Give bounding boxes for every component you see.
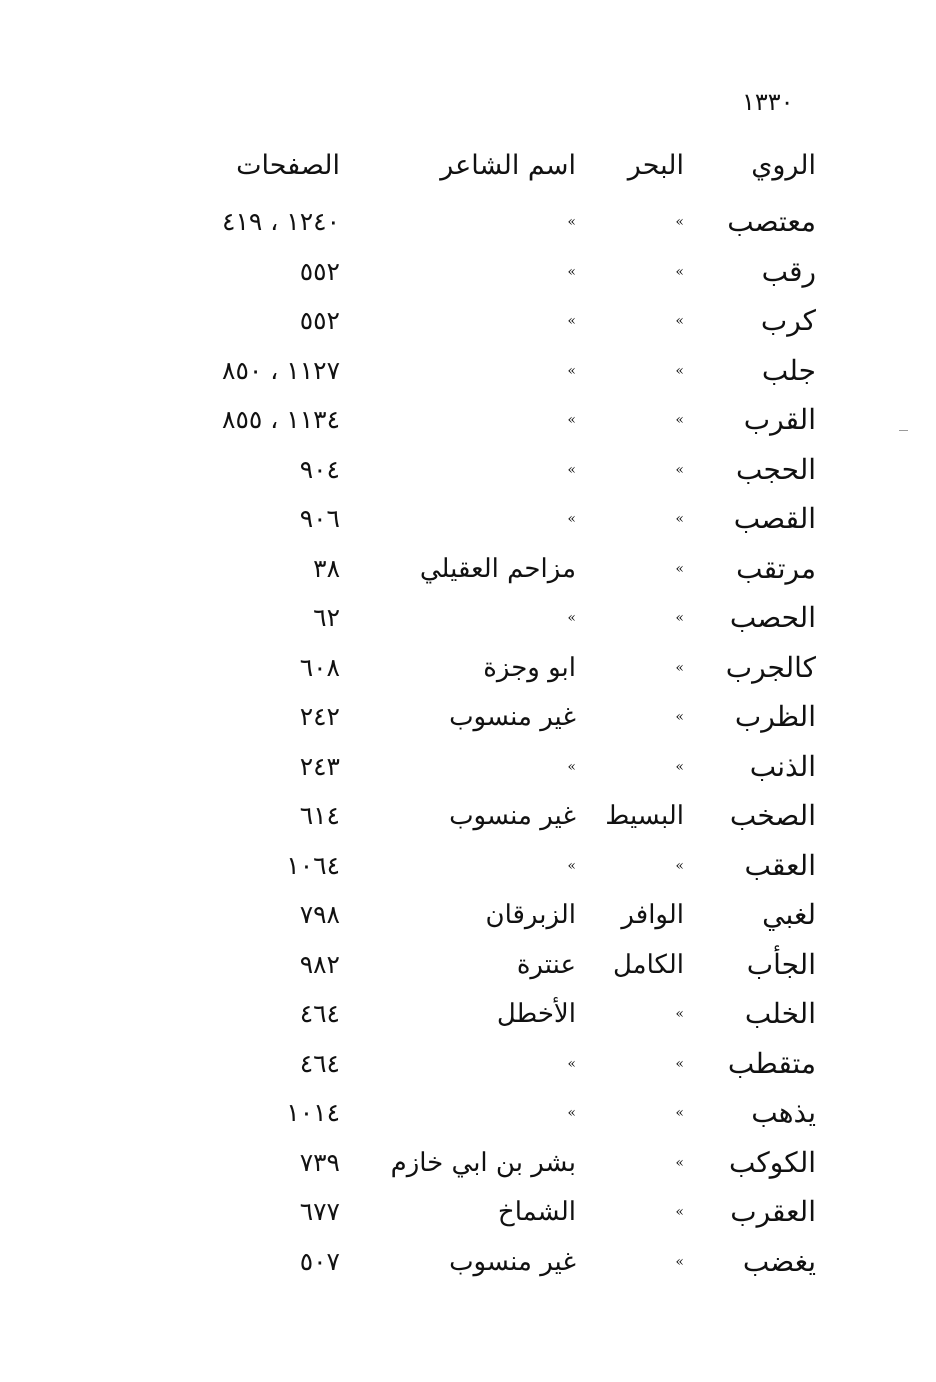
margin-mark <box>899 430 908 431</box>
poet-cell: الشماخ <box>497 1197 576 1227</box>
meter-cell: » <box>675 313 684 329</box>
rawi-cell: جلب <box>761 354 816 387</box>
meter-cell: » <box>675 858 684 874</box>
rawi-cell: متقطب <box>727 1047 816 1080</box>
rawi-cell: القرب <box>743 403 816 436</box>
rawi-cell: العقب <box>744 849 816 882</box>
rawi-cell: معتصب <box>727 205 816 238</box>
table-row <box>0 499 936 539</box>
table-row <box>0 1143 936 1183</box>
meter-cell: » <box>675 214 684 230</box>
poet-cell: غير منسوب <box>449 801 576 831</box>
meter-cell: الكامل <box>612 950 684 980</box>
rawi-cell: يذهب <box>751 1096 816 1129</box>
poet-cell: » <box>567 264 576 280</box>
rawi-cell: مرتقب <box>736 552 816 585</box>
pages-cell: ٦٧٧ <box>299 1197 340 1226</box>
pages-cell: ١٠١٤ <box>286 1098 340 1127</box>
table-row <box>0 202 936 242</box>
rawi-cell: الخلب <box>744 997 816 1030</box>
table-row <box>0 252 936 292</box>
meter-cell: » <box>675 1155 684 1171</box>
poet-cell: غير منسوب <box>449 702 576 732</box>
pages-cell: ٢٤٢ <box>299 702 340 731</box>
pages-cell: ٤٦٤ <box>299 1049 340 1078</box>
meter-cell: » <box>675 363 684 379</box>
meter-cell: الوافر <box>621 900 684 930</box>
pages-cell: ٧٩٨ <box>299 900 340 929</box>
table-row <box>0 1044 936 1084</box>
poet-cell: » <box>567 759 576 775</box>
table-row <box>0 549 936 589</box>
pages-cell: ٥٥٢ <box>299 306 340 335</box>
table-row <box>0 1242 936 1282</box>
pages-cell: ١٠٦٤ <box>286 851 340 880</box>
meter-cell: » <box>675 709 684 725</box>
pages-cell: ٩٠٦ <box>299 504 340 533</box>
pages-cell: ٢٤٣ <box>299 752 340 781</box>
rawi-cell: الذنب <box>749 750 816 783</box>
poet-cell: » <box>567 1056 576 1072</box>
pages-cell: ٥٠٧ <box>299 1247 340 1276</box>
pages-cell: ٧٣٩ <box>299 1148 340 1177</box>
pages-cell: ٤٦٤ <box>299 999 340 1028</box>
meter-cell: » <box>675 561 684 577</box>
rawi-cell: الجأب <box>746 948 816 981</box>
table-row <box>0 301 936 341</box>
meter-cell: » <box>675 1105 684 1121</box>
rawi-cell: الحجب <box>736 453 816 486</box>
table-row <box>0 697 936 737</box>
pages-cell: ٥٥٢ <box>299 257 340 286</box>
poet-cell: » <box>567 511 576 527</box>
meter-cell: » <box>675 660 684 676</box>
rawi-cell: رقب <box>761 255 816 288</box>
table-row <box>0 895 936 935</box>
header-bahr: البحر <box>627 150 684 181</box>
pages-cell: ٣٨ <box>313 554 340 583</box>
table-row <box>0 598 936 638</box>
meter-cell: » <box>675 610 684 626</box>
pages-cell: ١١٣٤ ، ٨٥٥ <box>222 405 340 434</box>
meter-cell: » <box>675 264 684 280</box>
meter-cell: » <box>675 1056 684 1072</box>
poet-cell: » <box>567 462 576 478</box>
poet-cell: الزبرقان <box>485 900 576 930</box>
poet-cell: » <box>567 412 576 428</box>
table-row <box>0 400 936 440</box>
meter-cell: » <box>675 759 684 775</box>
rawi-cell: كالجرب <box>725 651 816 684</box>
meter-cell: » <box>675 1254 684 1270</box>
table-row <box>0 351 936 391</box>
header-rawi: الروي <box>751 150 816 181</box>
table-row <box>0 1192 936 1232</box>
table-row <box>0 1093 936 1133</box>
pages-cell: ٩٨٢ <box>299 950 340 979</box>
poet-cell: عنترة <box>516 950 576 980</box>
poet-cell: » <box>567 1105 576 1121</box>
meter-cell: » <box>675 1204 684 1220</box>
rawi-cell: الكوكب <box>728 1146 816 1179</box>
poet-cell: » <box>567 363 576 379</box>
rawi-cell: الظرب <box>734 700 816 733</box>
poet-cell: » <box>567 214 576 230</box>
table-row <box>0 994 936 1034</box>
meter-cell: » <box>675 462 684 478</box>
poet-cell: » <box>567 313 576 329</box>
meter-cell: » <box>675 412 684 428</box>
table-row <box>0 747 936 787</box>
pages-cell: ١١٢٧ ، ٨٥٠ <box>222 356 340 385</box>
rawi-cell: يغضب <box>742 1245 816 1278</box>
meter-cell: » <box>675 511 684 527</box>
page-number: ١٣٣٠ <box>742 88 794 116</box>
poet-cell: الأخطل <box>496 999 576 1029</box>
header-poet: اسم الشاعر <box>440 150 576 181</box>
rawi-cell: كرب <box>760 304 816 337</box>
poet-cell: » <box>567 610 576 626</box>
header-pages: الصفحات <box>236 150 340 181</box>
meter-cell: البسيط <box>605 801 684 831</box>
poet-cell: غير منسوب <box>449 1247 576 1277</box>
poet-cell: » <box>567 858 576 874</box>
table-row <box>0 796 936 836</box>
poet-cell: مزاحم العقيلي <box>419 554 576 584</box>
rawi-cell: القصب <box>733 502 816 535</box>
pages-cell: ١٢٤٠ ، ٤١٩ <box>222 207 340 236</box>
poet-cell: بشر بن ابي خازم <box>390 1148 576 1178</box>
rawi-cell: الحصب <box>729 601 816 634</box>
rawi-cell: لغبي <box>762 898 816 931</box>
table-header <box>0 146 936 186</box>
pages-cell: ٦٢ <box>313 603 340 632</box>
meter-cell: » <box>675 1006 684 1022</box>
pages-cell: ٦٠٨ <box>299 653 340 682</box>
rawi-cell: العقرب <box>730 1195 816 1228</box>
table-row <box>0 648 936 688</box>
pages-cell: ٦١٤ <box>299 801 340 830</box>
pages-cell: ٩٠٤ <box>299 455 340 484</box>
table-row <box>0 846 936 886</box>
rawi-cell: الصخب <box>729 799 816 832</box>
poet-cell: ابو وجزة <box>483 653 576 683</box>
table-row <box>0 450 936 490</box>
table-row <box>0 945 936 985</box>
